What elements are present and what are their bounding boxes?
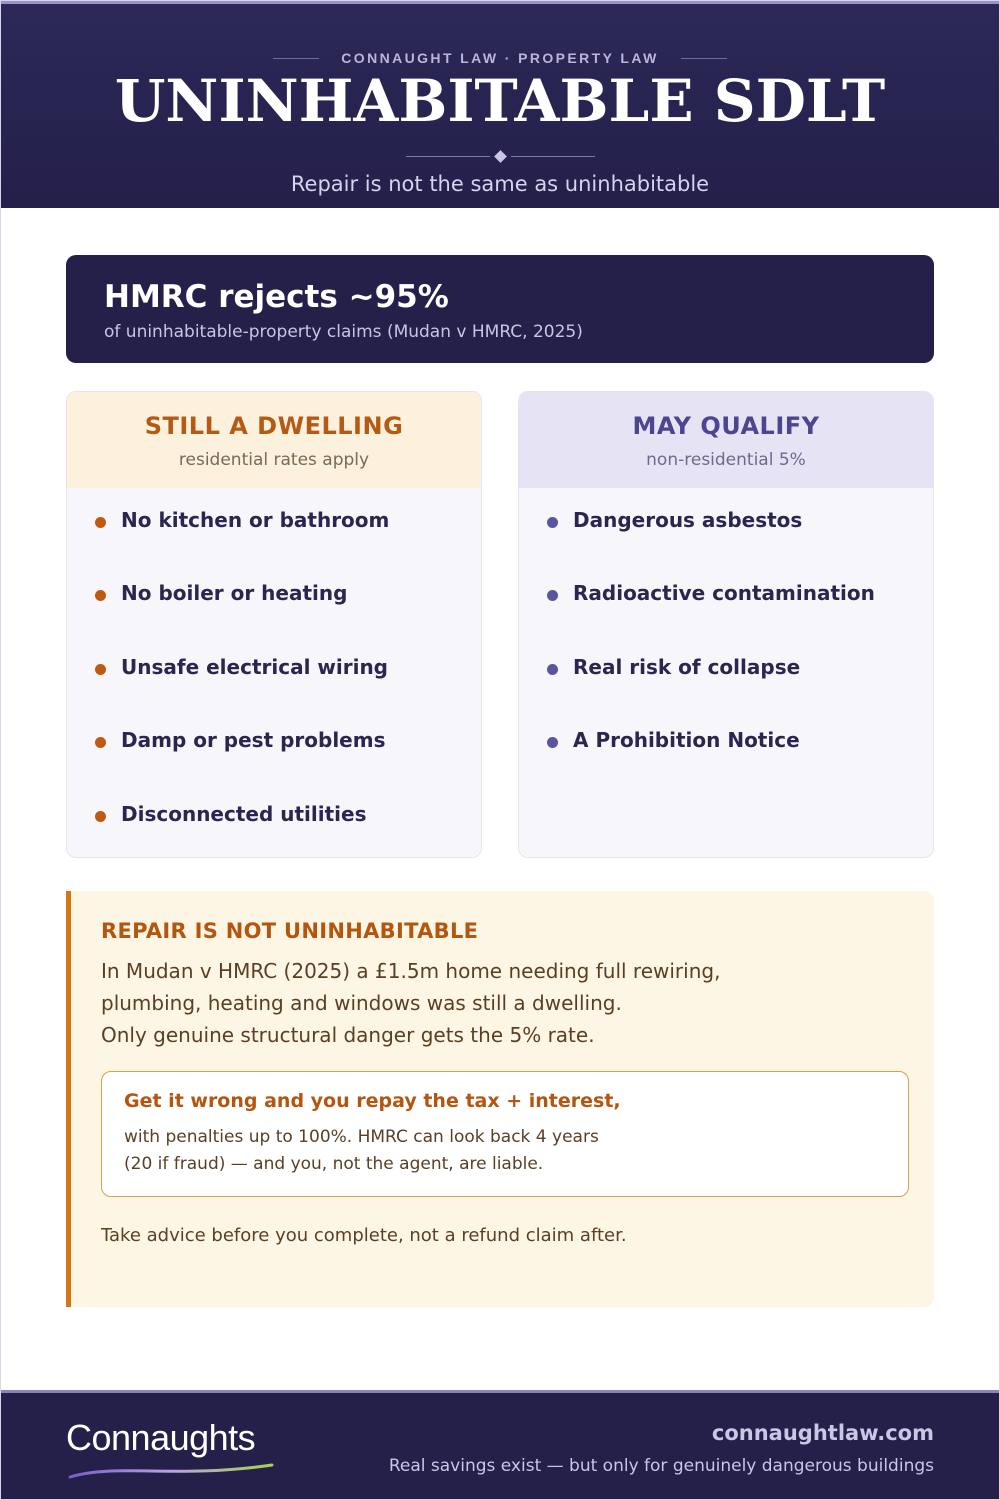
qualify-card-header <box>519 392 933 488</box>
list-item <box>95 802 481 858</box>
list-item <box>95 508 481 581</box>
bullet-dot-icon <box>95 517 106 528</box>
diamond-icon <box>494 150 507 163</box>
header-banner <box>0 0 1000 208</box>
body-line: Only genuine structural danger gets the 5% rate. <box>101 1023 595 1047</box>
connaughts-logo[interactable] <box>66 1417 276 1487</box>
penalty-callout <box>101 1071 909 1197</box>
list-item <box>95 581 481 654</box>
page-subtitle: Repair is not the same as uninhabitable <box>290 172 710 196</box>
bullet-dot-icon <box>95 664 106 675</box>
logo-swoosh-icon <box>66 1457 276 1481</box>
list-item-label: Damp or pest problems <box>121 728 386 753</box>
list-item <box>547 655 933 728</box>
list-item <box>547 581 933 654</box>
stat-banner <box>66 255 934 363</box>
qualify-card <box>518 391 934 858</box>
list-item <box>547 728 933 801</box>
qualify-list <box>519 488 933 802</box>
divider-rule-right <box>511 156 595 157</box>
website-link[interactable]: connaughtlaw.com <box>711 1421 934 1445</box>
bullet-dot-icon <box>547 737 558 748</box>
dwelling-card-subtitle: residential rates apply <box>178 450 370 470</box>
callout-body <box>124 1124 886 1178</box>
dwelling-card <box>66 391 482 858</box>
list-item-label: Dangerous asbestos <box>573 508 803 532</box>
callout-title: Get it wrong and you repay the tax + interest, <box>124 1090 621 1112</box>
stat-subline: of uninhabitable-property claims (Mudan v HMRC, 2025) <box>104 322 583 343</box>
qualify-card-title: MAY QUALIFY <box>632 412 820 440</box>
logo-wordmark: Connaughts <box>66 1417 256 1458</box>
list-item-label: A Prohibition Notice <box>573 728 800 753</box>
dwelling-list <box>67 488 481 858</box>
bullet-dot-icon <box>95 737 106 748</box>
eyebrow-rule-left <box>273 58 319 59</box>
warning-panel <box>66 891 934 1307</box>
qualify-card-subtitle: non-residential 5% <box>646 450 806 470</box>
bullet-dot-icon <box>547 590 558 601</box>
bullet-dot-icon <box>95 590 106 601</box>
divider-rule-left <box>406 156 490 157</box>
callout-line: with penalties up to 100%. HMRC can look back 4 years <box>124 1127 599 1147</box>
list-item-label: Real risk of collapse <box>573 654 801 679</box>
body-line: In Mudan v HMRC (2025) a £1.5m home needing full rewiring, <box>101 959 721 983</box>
bullet-dot-icon <box>547 517 558 528</box>
dwelling-card-title: STILL A DWELLING <box>144 412 404 440</box>
warning-panel-body <box>101 955 904 1051</box>
list-item <box>95 728 481 801</box>
list-item <box>547 508 933 581</box>
list-item-label: Unsafe electrical wiring <box>121 654 389 679</box>
list-item-label: No kitchen or bathroom <box>121 508 390 532</box>
list-item <box>95 655 481 728</box>
advice-footnote: Take advice before you complete, not a refund claim after. <box>101 1225 627 1246</box>
callout-line: (20 if fraud) — and you, not the agent, are liable. <box>124 1154 544 1174</box>
list-item-label: Disconnected utilities <box>121 801 367 826</box>
warning-panel-title: REPAIR IS NOT UNINHABITABLE <box>101 919 479 943</box>
bullet-dot-icon <box>95 811 106 822</box>
list-item-label: No boiler or heating <box>121 581 348 606</box>
title-divider <box>0 152 1000 161</box>
bullet-dot-icon <box>547 664 558 675</box>
body-line: plumbing, heating and windows was still a dwelling. <box>101 991 622 1015</box>
eyebrow-row <box>0 50 1000 66</box>
page-title: UNINHABITABLE SDLT <box>114 67 886 135</box>
dwelling-card-header <box>67 392 481 488</box>
stat-headline: HMRC rejects ~95% <box>104 279 449 315</box>
eyebrow-rule-right <box>681 58 727 59</box>
footer-tagline: Real savings exist — but only for genuinely dangerous buildings <box>388 1456 934 1476</box>
eyebrow-text: CONNAUGHT LAW · PROPERTY LAW <box>341 50 659 66</box>
list-item-label: Radioactive contamination <box>573 581 875 606</box>
footer-bar <box>0 1390 1000 1500</box>
